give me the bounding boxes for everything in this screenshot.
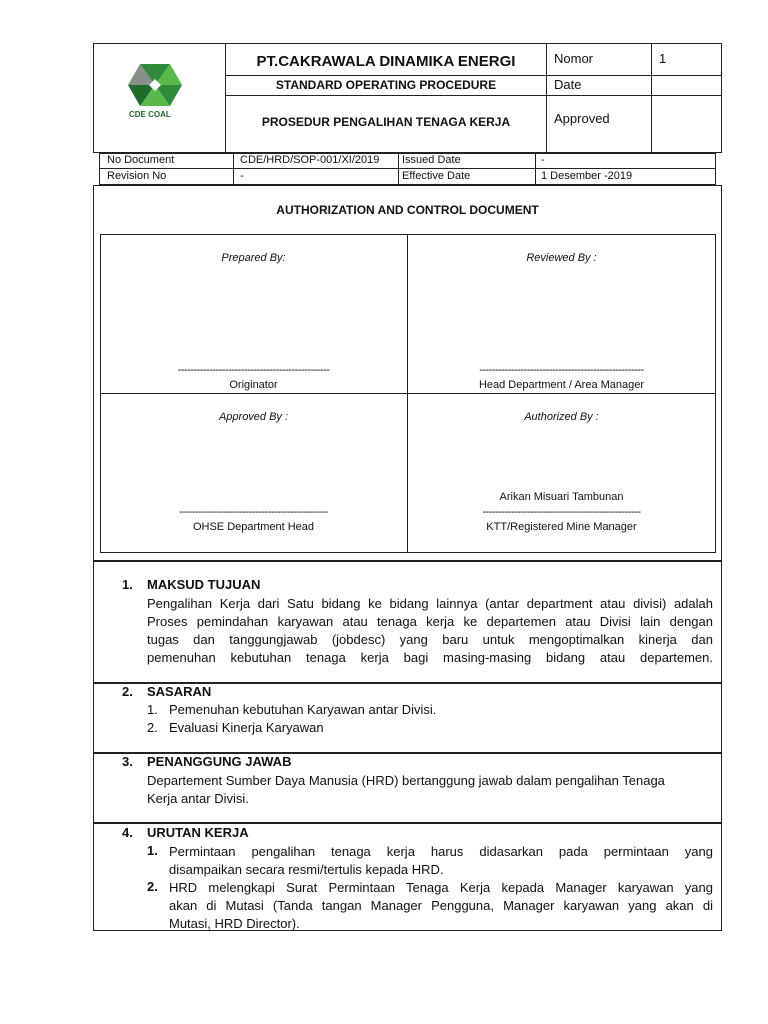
header-divider [651, 43, 652, 153]
approved-by-label: Approved By : [218, 411, 289, 423]
list-item: Evaluasi Kinerja Karyawan [169, 720, 324, 735]
reviewed-by-label: Reviewed By : [526, 252, 597, 264]
reviewed-signature-line: ---------------------------------------------------- [479, 364, 644, 376]
body-line: pemenuhan kebutuhan tenaga kerja bagi masing-masing bidang atau departemen. [147, 650, 713, 665]
prepared-signature-line: ------------------------------------------------ [177, 364, 330, 376]
section-title: SASARAN [147, 684, 212, 699]
list-item-number: 1. [147, 702, 158, 717]
info-col-divider [233, 153, 234, 185]
authorization-title: AUTHORIZATION AND CONTROL DOCUMENT [276, 203, 539, 217]
document-type: STANDARD OPERATING PROCEDURE [275, 78, 497, 92]
nomor-label: Nomor [554, 51, 594, 66]
issued-date-value: - [541, 154, 545, 166]
list-item: Pemenuhan kebutuhan Karyawan antar Divisi. [169, 702, 437, 717]
effective-date-label: Effective Date [402, 170, 471, 182]
info-col-divider [535, 153, 536, 185]
issued-date-label: Issued Date [402, 154, 461, 166]
section-title: URUTAN KERJA [147, 825, 249, 840]
signature-row-divider [100, 393, 716, 394]
list-item-line: HRD melengkapi Surat Permintaan Tenaga Kerja kepada Manager karyawan yang [169, 880, 713, 895]
list-item-line: Permintaan pengalihan tenaga kerja harus didasarkan pada permintaan yang [169, 844, 713, 859]
authorized-person-name: Arikan Misuari Tambunan [499, 491, 624, 503]
cde-hexagon-logo-icon [125, 62, 185, 108]
no-document-label: No Document [107, 154, 175, 166]
body-line: tugas dan tanggungjawab (jobdesc) yang baru untuk mengoptimalkan kinerja dan [147, 632, 713, 647]
info-col-divider [398, 153, 399, 185]
ohse-department-head-label: OHSE Department Head [192, 521, 315, 533]
section-number: 2. [122, 684, 133, 699]
section-title: PENANGGUNG JAWAB [147, 754, 292, 769]
nomor-value: 1 [659, 51, 667, 66]
authorized-signature-line: -------------------------------------------------- [482, 506, 641, 518]
section-body [147, 595, 713, 667]
approved-label: Approved [554, 111, 610, 126]
document-title: PROSEDUR PENGALIHAN TENAGA KERJA [261, 115, 511, 129]
section-number: 4. [122, 825, 133, 840]
list-item [169, 879, 713, 933]
body-line: Pengalihan Kerja dari Satu bidang ke bidang lainnya (antar department atau divisi) adalah [147, 596, 713, 611]
section-title: MAKSUD TUJUAN [147, 577, 261, 592]
list-item-number: 2. [147, 879, 158, 894]
approved-signature-line: ----------------------------------------------- [179, 506, 328, 518]
section-body [147, 772, 713, 808]
header-divider [225, 95, 722, 96]
body-line: Proses pemindahan karyawan atau tenaga kerja ke departemen atau Divisi lain dengan [147, 614, 713, 629]
header-divider [546, 43, 547, 153]
originator-label: Originator [229, 379, 278, 391]
body-line: Kerja antar Divisi. [147, 791, 249, 806]
list-item-number: 2. [147, 720, 158, 735]
info-row-divider [99, 168, 716, 169]
logo-text: CDE COAL [129, 110, 171, 119]
header-divider [225, 75, 722, 76]
list-item-line: Mutasi, HRD Director). [169, 916, 300, 931]
authorized-by-label: Authorized By : [524, 411, 599, 423]
company-name: PT.CAKRAWALA DINAMIKA ENERGI [256, 53, 516, 70]
revision-no-value: - [240, 170, 244, 182]
ktt-label: KTT/Registered Mine Manager [486, 521, 637, 533]
section-number: 3. [122, 754, 133, 769]
date-label: Date [554, 77, 582, 92]
no-document-value: CDE/HRD/SOP-001/XI/2019 [240, 154, 380, 166]
revision-no-label: Revision No [107, 170, 167, 182]
list-item [169, 843, 713, 879]
effective-date-value: 1 Desember -2019 [541, 170, 633, 182]
list-item-line: akan di Mutasi (Tanda tangan Manager Pengguna, Manager karyawan yang akan di [169, 898, 713, 913]
section-number: 1. [122, 577, 133, 592]
body-line: Departement Sumber Daya Manusia (HRD) bertanggung jawab dalam pengalihan Tenaga [147, 773, 665, 788]
head-department-label: Head Department / Area Manager [478, 379, 645, 391]
prepared-by-label: Prepared By: [221, 252, 286, 264]
list-item-line: disampaikan secara resmi/tertulis kepada HRD. [169, 862, 444, 877]
company-logo [125, 62, 185, 122]
list-item-number: 1. [147, 843, 158, 858]
